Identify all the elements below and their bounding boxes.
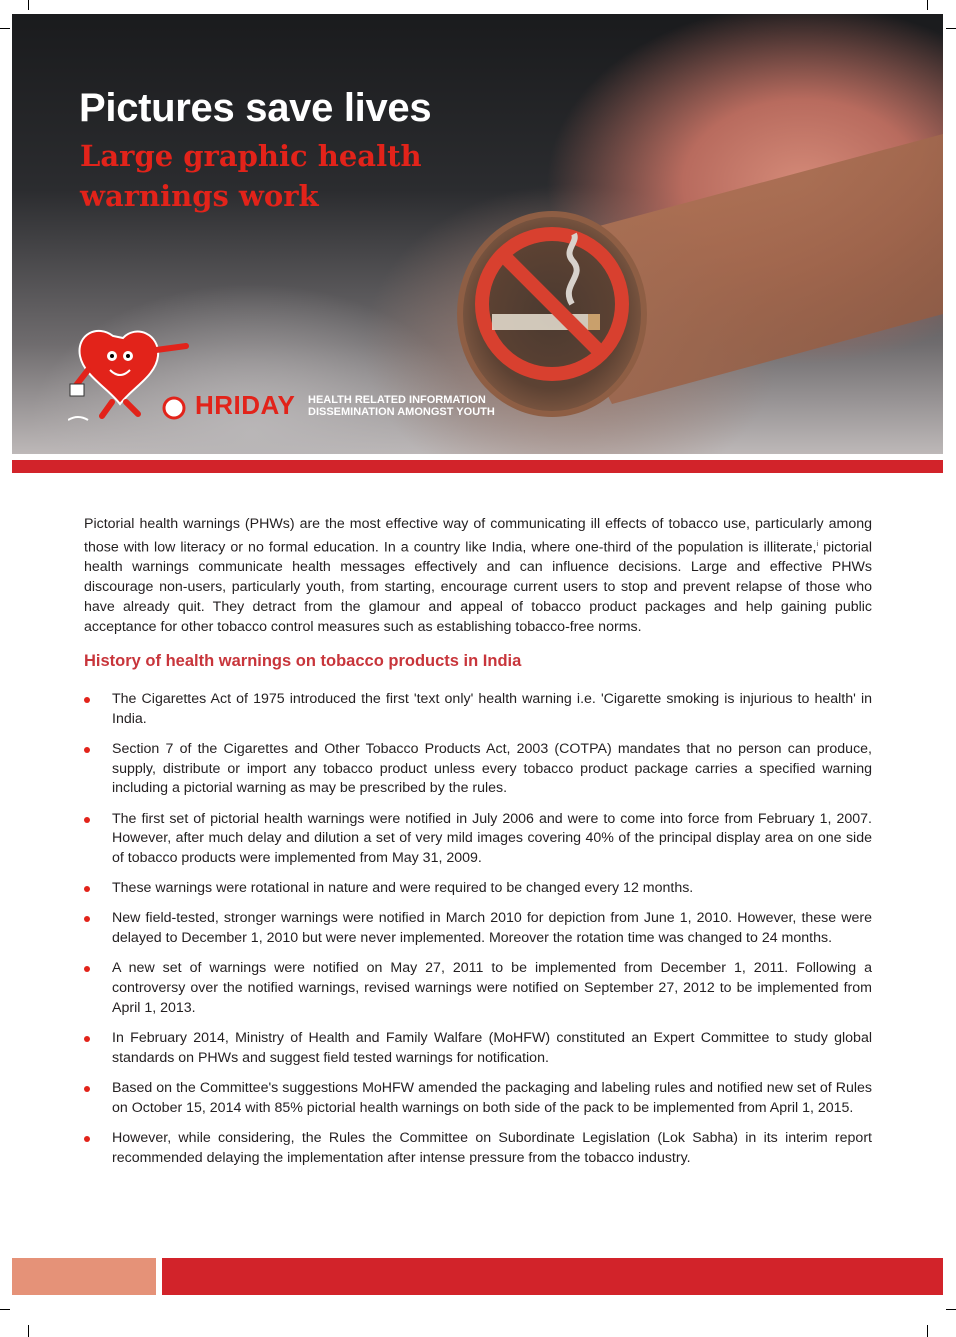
crop-mark (946, 28, 956, 29)
crop-mark (927, 1325, 928, 1337)
hriday-tagline: HEALTH RELATED INFORMATION DISSEMINATION AMONGST YOUTH (308, 394, 495, 418)
crop-mark (946, 1309, 956, 1310)
section-heading: History of health warnings on tobacco products in India (84, 652, 522, 670)
bullet-icon (84, 886, 90, 892)
crop-mark (0, 28, 10, 29)
crop-mark (28, 1325, 29, 1337)
footnote-marker: i (816, 540, 819, 548)
footer-band-left (12, 1258, 156, 1295)
list-item: New field-tested, stronger warnings were notified in March 2010 for depiction from June 1, 2010. However, these were delayed to December 1, 2010 but were never implemented. Moreover the rotation time was changed to 24 months. (84, 909, 872, 949)
crop-mark (0, 1309, 10, 1310)
bullet-icon (84, 1136, 90, 1142)
list-item: Section 7 of the Cigarettes and Other Tobacco Products Act, 2003 (COTPA) mandates that no person can produce, supply, distribute or import any tobacco product unless every tobacco product package carries a specified warning including a pictorial warning as may be prescribed by the rules. (84, 740, 872, 799)
history-list (84, 690, 872, 1179)
bullet-icon (84, 1036, 90, 1042)
bullet-icon (84, 966, 90, 972)
list-item: The Cigarettes Act of 1975 introduced the first 'text only' health warning i.e. 'Cigarette smoking is injurious to health' in India. (84, 690, 872, 730)
bullet-icon (84, 817, 90, 823)
list-item: The first set of pictorial health warnings were notified in July 2006 and were to come into force from February 1, 2007. However, after much delay and dilution a set of very mild images covering 40% of the principal display area on one side of tobacco products were implemented from May 31, 2009. (84, 810, 872, 869)
page-title: Pictures save lives (79, 86, 432, 130)
crop-mark (28, 0, 29, 10)
list-item: These warnings were rotational in nature and were required to be changed every 12 months. (84, 879, 872, 899)
list-item: However, while considering, the Rules the Committee on Subordinate Legislation (Lok Sabha) in its interim report recommended delaying the implementation after intense pressure from the tobacco industry. (84, 1129, 872, 1169)
heart-mascot-icon (68, 326, 198, 421)
bullet-icon (84, 1086, 90, 1092)
footer-band-right (162, 1258, 943, 1295)
hriday-logo: HRIDAY (195, 390, 296, 420)
bullet-icon (84, 916, 90, 922)
bullet-icon (84, 697, 90, 703)
hero-divider-bar (12, 460, 943, 473)
crop-mark (927, 0, 928, 10)
list-item: A new set of warnings were notified on May 27, 2011 to be implemented from December 1, 2011. Following a controversy over the notified warnings, revised warnings were notified on September 27, 2012 to be implemented from April 1, 2013. (84, 959, 872, 1018)
page-subtitle: Large graphic health warnings work (80, 139, 422, 213)
list-item: In February 2014, Ministry of Health and Family Walfare (MoHFW) constituted an Expert Committee to study global standards on PHWs and suggest field tested warnings for notification. (84, 1029, 872, 1069)
hero-banner (12, 14, 943, 454)
bullet-icon (84, 747, 90, 753)
list-item: Based on the Committee's suggestions MoHFW amended the packaging and labeling rules and notified new set of Rules on October 15, 2014 with 85% pictorial health warnings on both side of the pack to be implemented from April 1, 2015. (84, 1079, 872, 1119)
intro-paragraph: Pictorial health warnings (PHWs) are the most effective way of communicating ill effects of tobacco use, particularly among those with low literacy or no formal education. In a country like India, where one-third of the population is illiterate,$^i$ pictorial health warnings communicate health messages effectively and can influence decisions. Large and effective PHWs discourage non-users, particularly youth, from starting, encourage current users to stop and prevent relapse of those who have already quit. They detract from the glamour and appeal of tobacco product packages and help gaining public acceptance for other tobacco control measures such as establishing tobacco-free norms. (84, 516, 872, 635)
